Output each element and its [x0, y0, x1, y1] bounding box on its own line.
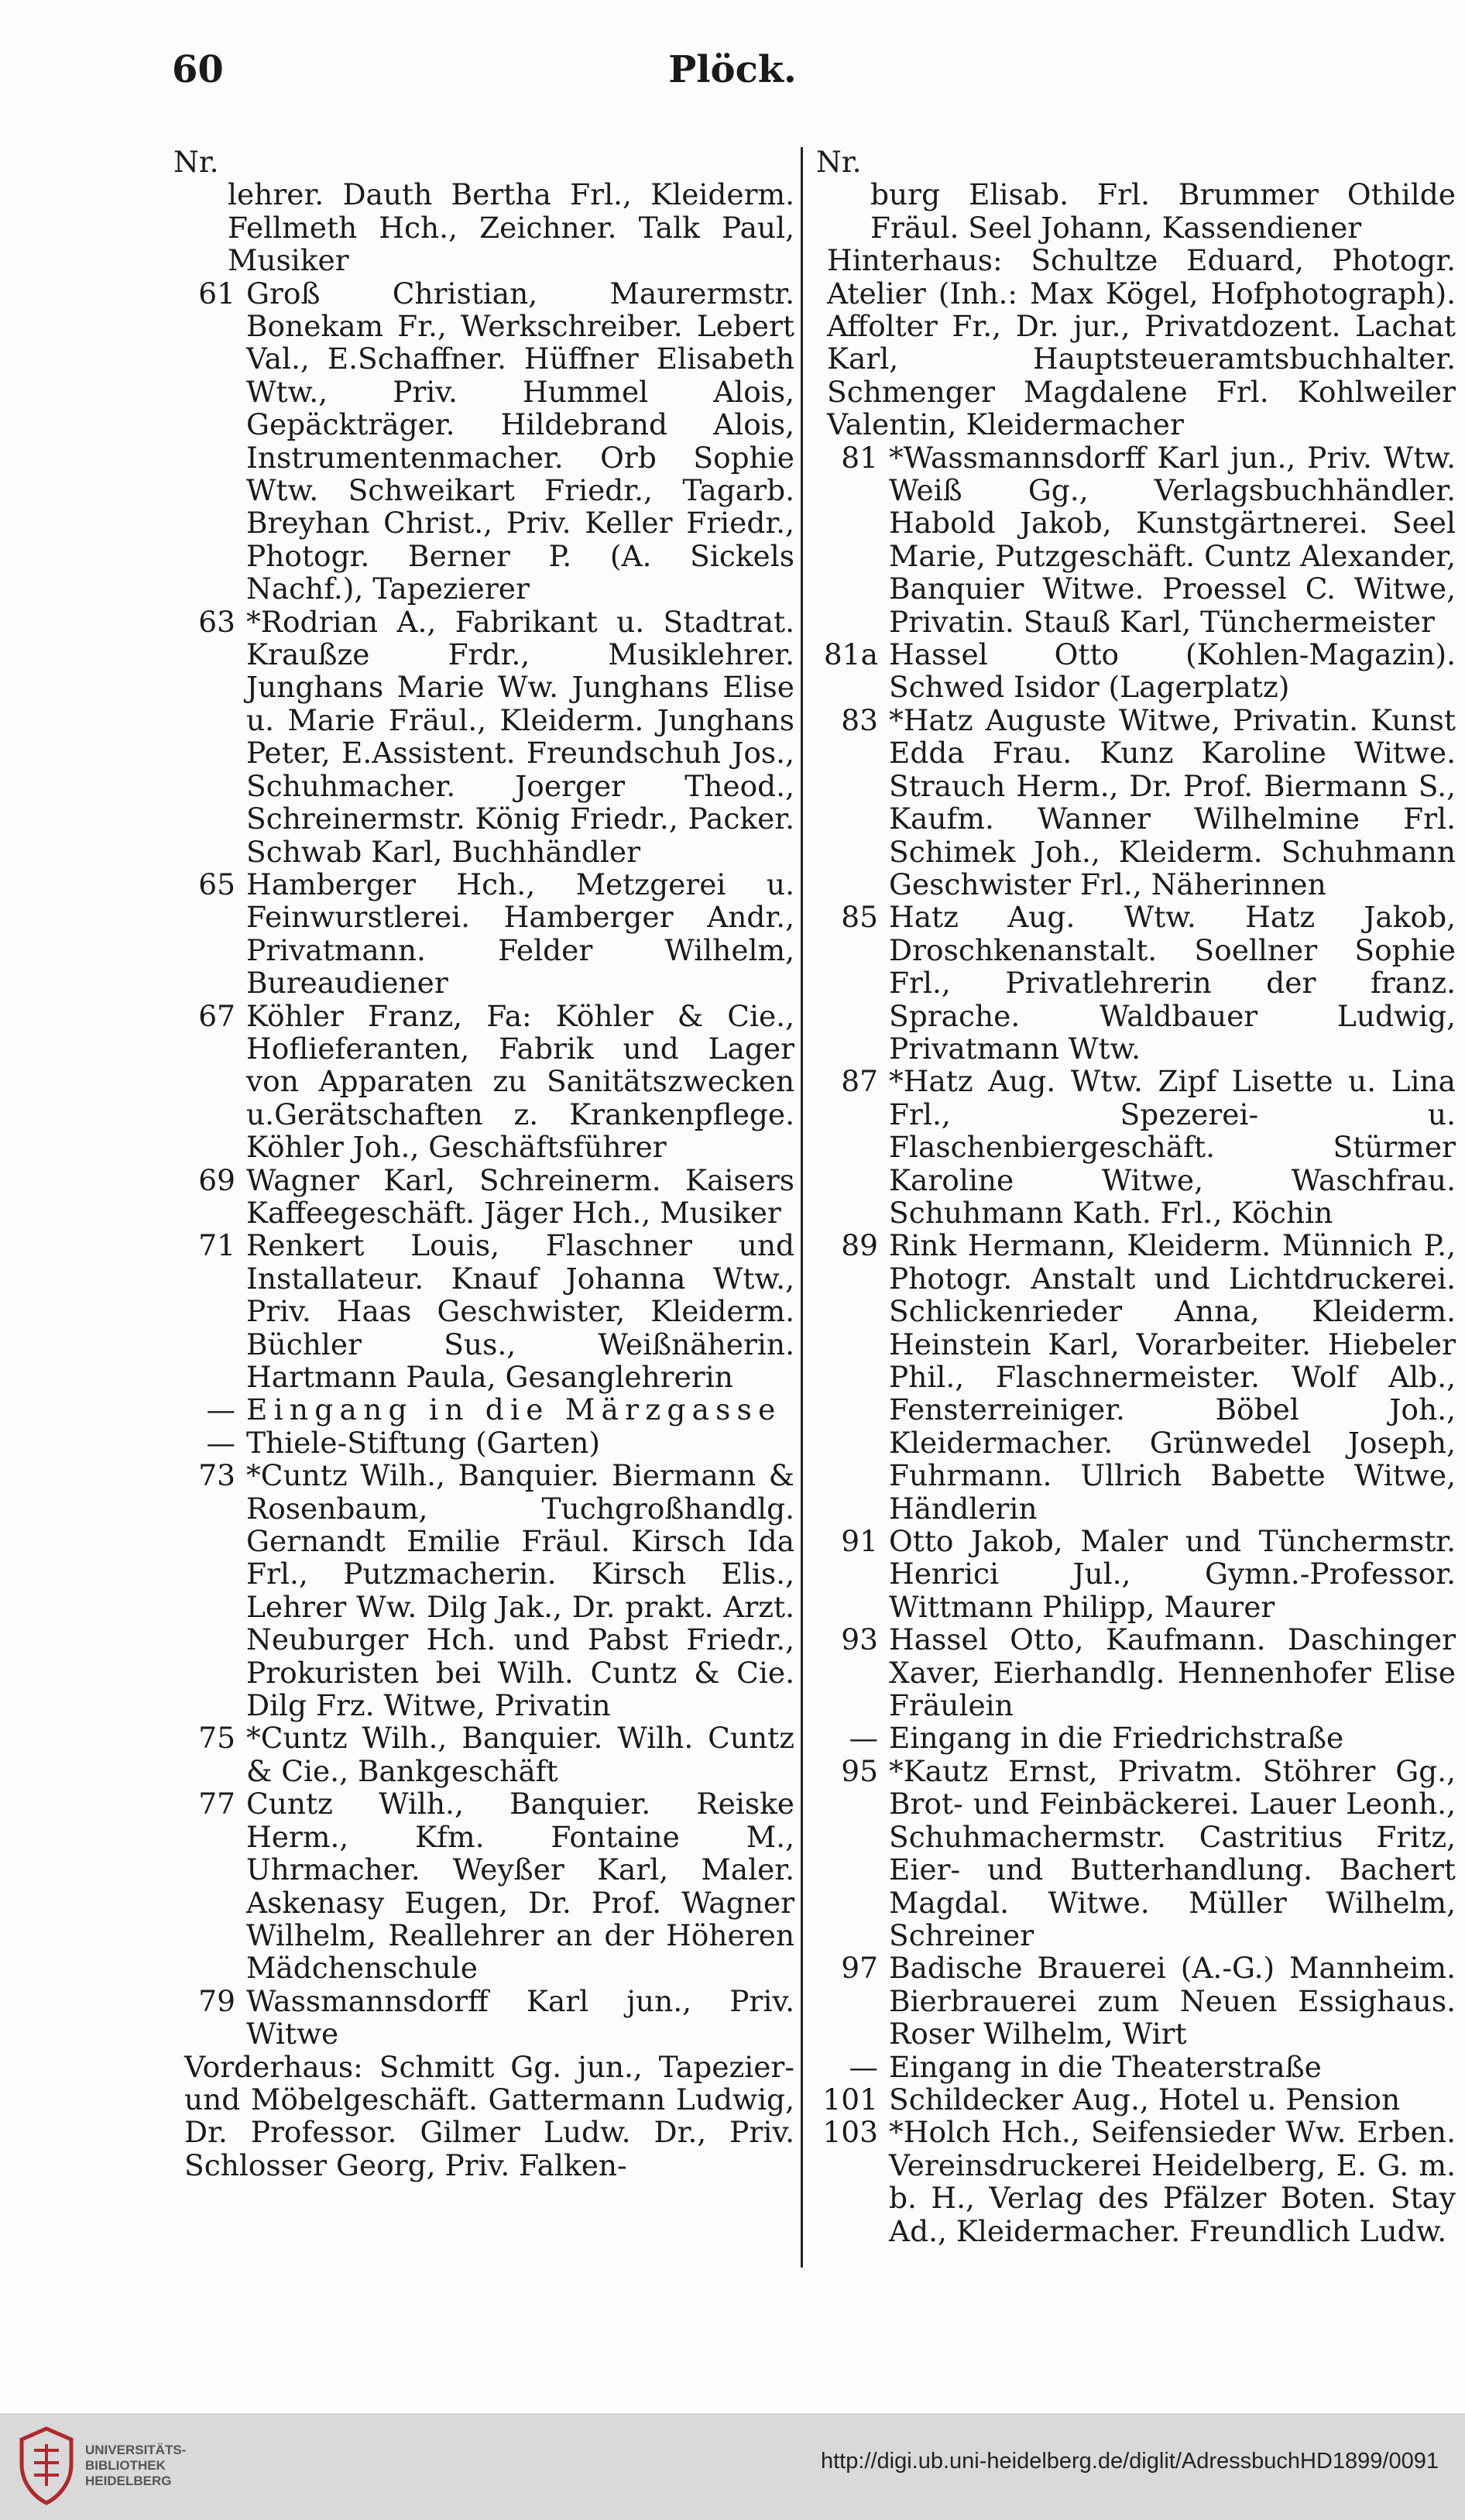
house-number: 93: [841, 1622, 878, 1657]
directory-entry: [169, 1229, 794, 1393]
house-number: —: [849, 2049, 878, 2084]
house-number: 97: [841, 1951, 878, 1986]
directory-entry: [811, 1952, 1456, 2050]
building-section-text: Vorderhaus: Schmitt Gg. jun., Tapezier- und Möbelgeschäft. Gattermann Ludwig, Dr. Professor. Gilmer Ludw. Dr., Priv. Schlosser Georg, Priv. Falken-: [184, 2049, 794, 2182]
directory-entry: [811, 1722, 1456, 1754]
directory-entry: [169, 1787, 794, 1984]
directory-entry: [169, 606, 794, 868]
directory-entry: [169, 1427, 794, 1459]
house-number: 61: [198, 276, 235, 311]
house-number: 83: [841, 702, 878, 737]
left-column: [169, 146, 794, 2182]
entry-text: Eingang in die Märzgasse: [246, 1392, 782, 1427]
entry-text: *Hatz Auguste Witwe, Privatin. Kunst Edda Frau. Kunz Karoline Witwe. Strauch Herm., Dr. Prof. Biermann S., Kaufm. Wanner Wilhelmine Frl. Schimek Joh., Kleiderm. Schuhmann Geschwister Frl., Näherinnen: [889, 702, 1456, 901]
directory-entry: [811, 2116, 1456, 2247]
house-number: —: [206, 1392, 235, 1427]
entry-text: Badische Brauerei (A.-G.) Mannheim. Bierbrauerei zum Neuen Essighaus. Roser Wilhelm, Wirt: [889, 1951, 1456, 2051]
entry-text: Groß Christian, Maurermstr. Bonekam Fr., Werkschreiber. Lebert Val., E.Schaffner. Hüffner Elisabeth Wtw., Priv. Hummel Alois, Gepäckträger. Hildebrand Alois, Instrumentenmacher. Orb Sophie Wtw. Schweikart Friedr., Tagarb. Breyhan Christ., Priv. Keller Friedr., Photogr. Berner P. (A. Sickels Nachf.), Tapezierer: [246, 276, 794, 606]
directory-entry: [169, 868, 794, 1000]
entry-text: Otto Jakob, Maler und Tünchermstr. Henrici Jul., Gymn.-Professor. Wittmann Philipp, Maurer: [889, 1524, 1456, 1624]
directory-entry: [811, 704, 1456, 901]
entry-text: Hatz Aug. Wtw. Hatz Jakob, Droschkenanstalt. Soellner Sophie Frl., Privatlehrerin der franz. Sprache. Waldbauer Ludwig, Privatmann Wtw.: [889, 900, 1456, 1066]
entry-text: *Cuntz Wilh., Banquier. Wilh. Cuntz & Cie., Bankgeschäft: [246, 1721, 794, 1788]
house-number: 103: [822, 2115, 878, 2150]
house-number: 91: [841, 1524, 878, 1559]
entry-text: Hassel Otto (Kohlen-Magazin). Schwed Isidor (Lagerplatz): [889, 637, 1456, 705]
directory-entry: [811, 638, 1456, 704]
directory-entry: [169, 1164, 794, 1230]
directory-entry: [169, 1722, 794, 1787]
directory-entry: [169, 277, 794, 606]
house-number: 85: [841, 900, 878, 935]
digitization-footer: [0, 2413, 1465, 2520]
directory-entry: [811, 1065, 1456, 1229]
university-seal-icon: [14, 2424, 79, 2508]
house-number: —: [206, 1425, 235, 1460]
house-number: 67: [198, 998, 235, 1033]
continuation-text: lehrer. Dauth Bertha Frl., Kleiderm. Fellmeth Hch., Zeichner. Talk Paul, Musiker: [228, 177, 794, 278]
entry-text: Wagner Karl, Schreinerm. Kaisers Kaffeegeschäft. Jäger Hch., Musiker: [246, 1162, 794, 1230]
house-number: 65: [198, 867, 235, 901]
entry-text: Wassmannsdorff Karl jun., Priv. Witwe: [246, 1983, 794, 2051]
directory-entry: [811, 1525, 1456, 1623]
house-number: 77: [198, 1787, 235, 1821]
house-number: 81a: [823, 637, 878, 672]
house-number: 81: [841, 440, 878, 475]
entry-text: Renkert Louis, Flaschner und Installateur. Knauf Johanna Wtw., Priv. Haas Geschwister, Kleiderm. Büchler Sus., Weißnäherin. Hartmann Paula, Gesanglehrerin: [246, 1228, 794, 1395]
right-column: [811, 146, 1456, 2247]
entry-text: *Rodrian A., Fabrikant u. Stadtrat. Kraußze Frdr., Musiklehrer. Junghans Marie Ww. Junghans Elise u. Marie Fräul., Kleiderm. Junghans Peter, E.Assistent. Freundschuh Jos., Schuhmacher. Joerger Theod., Schreinermstr. König Friedr., Packer. Schwab Karl, Buchhändler: [246, 604, 794, 869]
house-number: 63: [198, 604, 235, 639]
house-number: 73: [198, 1458, 235, 1493]
directory-entry: [169, 1393, 794, 1426]
institution-name: UNIVERSITÄTS- BIBLIOTHEK HEIDELBERG: [85, 2443, 187, 2488]
entry-text: Hassel Otto, Kaufmann. Daschinger Xaver, Eierhandlg. Hennenhofer Elise Fräulein: [889, 1622, 1456, 1723]
entry-text: Rink Hermann, Kleiderm. Münnich P., Photogr. Anstalt und Lichtdruckerei. Schlickenrieder Anna, Kleiderm. Heinstein Karl, Vorarbeiter. Hiebeler Phil., Flaschnermeister. Wolf Alb., Fensterreiniger. Böbel Joh., Kleidermacher. Grünwedel Joseph, Fuhrmann. Ullrich Babette Witwe, Händlerin: [889, 1228, 1456, 1526]
column-label: Nr.: [173, 145, 219, 179]
house-number: 71: [198, 1228, 235, 1263]
entry-text: Cuntz Wilh., Banquier. Reiske Herm., Kfm. Fontaine M., Uhrmacher. Weyßer Karl, Maler. Askenasy Eugen, Dr. Prof. Wagner Wilhelm, Reallehrer an der Höheren Mädchenschule: [246, 1787, 794, 1986]
running-head: Plöck.: [668, 48, 797, 91]
entry-text: *Cuntz Wilh., Banquier. Biermann & Rosenbaum, Tuchgroßhandlg. Gernandt Emilie Fräul. Kirsch Ida Frl., Putzmacherin. Kirsch Elis., Lehrer Ww. Dilg Jak., Dr. prakt. Arzt. Neuburger Hch. und Pabst Friedr., Prokuristen bei Wilh. Cuntz & Cie. Dilg Frz. Witwe, Privatin: [246, 1458, 794, 1723]
entry-text: Schildecker Aug., Hotel u. Pension: [889, 2082, 1401, 2117]
column-label: Nr.: [816, 145, 862, 179]
entry-text: Eingang in die Theaterstraße: [889, 2049, 1322, 2084]
directory-entry: [811, 1623, 1456, 1722]
directory-entry: [811, 2051, 1456, 2083]
house-number: 69: [198, 1162, 235, 1197]
source-url-link[interactable]: http://digi.ub.uni-heidelberg.de/diglit/AdressbuchHD1899/0091: [820, 2449, 1439, 2474]
house-number: 95: [841, 1753, 878, 1788]
entry-text: Thiele-Stiftung (Garten): [246, 1425, 601, 1460]
entry-text: Hamberger Hch., Metzgerei u. Feinwurstlerei. Hamberger Andr., Privatmann. Felder Wilhelm, Bureaudiener: [246, 867, 794, 1001]
entry-text: Köhler Franz, Fa: Köhler & Cie., Hoflieferanten, Fabrik und Lager von Apparaten zu Sanitätszwecken u.Gerätschaften z. Krankenpflege. Köhler Joh., Geschäftsführer: [246, 998, 794, 1165]
house-number: 101: [822, 2082, 878, 2117]
entry-text: Eingang in die Friedrichstraße: [889, 1721, 1344, 1756]
continuation-text: burg Elisab. Frl. Brummer Othilde Fräul. Seel Johann, Kassendiener: [870, 177, 1456, 245]
building-section-text: Hinterhaus: Schultze Eduard, Photogr. Atelier (Inh.: Max Kögel, Hofphotograph). Affolter Fr., Dr. jur., Privatdozent. Lachat Karl, Hauptsteueramtsbuchhalter. Schmenger Magdalene Frl. Kohlweiler Valentin, Kleidermacher: [827, 243, 1456, 442]
house-number: 89: [841, 1228, 878, 1263]
directory-entry: [811, 1229, 1456, 1525]
entry-text: *Wassmannsdorff Karl jun., Priv. Wtw. Weiß Gg., Verlagsbuchhändler. Habold Jakob, Kunstgärtnerei. Seel Marie, Putzgeschäft. Cuntz Alexander, Banquier Witwe. Proessel C. Witwe, Privatin. Stauß Karl, Tünchermeister: [889, 440, 1456, 639]
entry-text: *Holch Hch., Seifensieder Ww. Erben. Vereinsdruckerei Heidelberg, E. G. m. b. H., Verlag des Pfälzer Boten. Stay Ad., Kleidermacher. Freundlich Ludw.: [889, 2115, 1456, 2248]
directory-entry: [811, 441, 1456, 638]
directory-entry: [169, 1985, 794, 2051]
entry-text: *Kautz Ernst, Privatm. Stöhrer Gg., Brot- und Feinbäckerei. Lauer Leonh., Schuhmachermstr. Castritius Fritz, Eier- und Butterhandlung. Bachert Magdal. Witwe. Müller Wilhelm, Schreiner: [889, 1753, 1456, 1952]
directory-entry: [169, 1000, 794, 1164]
house-number: —: [849, 1721, 878, 1756]
house-number: 87: [841, 1064, 878, 1099]
column-divider: [801, 147, 803, 2268]
entry-text: *Hatz Aug. Wtw. Zipf Lisette u. Lina Frl., Spezerei- u. Flaschenbiergeschäft. Stürmer Karoline Witwe, Waschfrau. Schuhmann Kath. Frl., Köchin: [889, 1064, 1456, 1230]
directory-entry: [169, 1459, 794, 1722]
house-number: 79: [198, 1983, 235, 2018]
directory-entry: [811, 1755, 1456, 1952]
directory-entry: [811, 901, 1456, 1065]
page-number: 60: [172, 48, 224, 91]
directory-entry: [811, 2083, 1456, 2116]
house-number: 75: [198, 1721, 235, 1756]
